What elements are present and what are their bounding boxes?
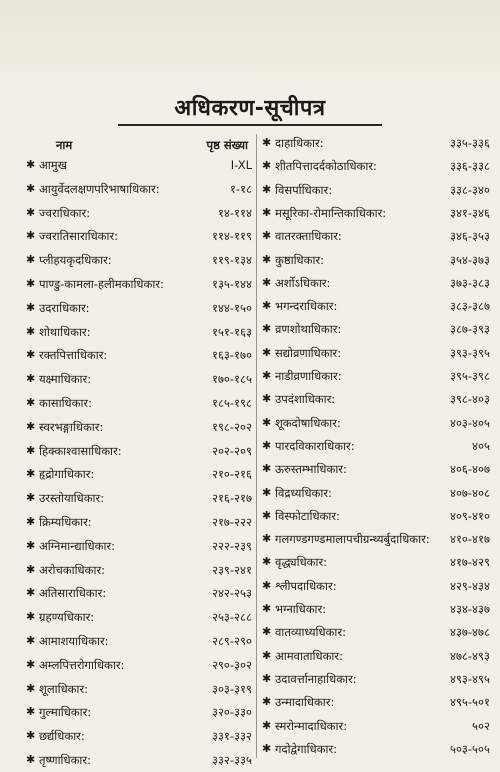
star-bullet-icon: ✱	[262, 695, 272, 709]
entry-name: भगन्दराधिकार:	[275, 299, 338, 314]
entry-pages: ३३६-३३८	[449, 159, 490, 174]
toc-entry	[26, 297, 252, 319]
toc-entry	[26, 344, 252, 366]
star-bullet-icon: ✱	[262, 578, 272, 592]
entry-pages: १८५-१९८	[211, 396, 252, 410]
toc-entry	[26, 440, 252, 462]
toc-entry	[26, 392, 252, 414]
entry-pages: ११९-१३४	[211, 253, 252, 268]
entry-name: अतिसाराधिकार:	[39, 586, 107, 601]
star-bullet-icon: ✱	[262, 415, 272, 429]
entry-pages: १३५-१४४	[211, 277, 252, 291]
entry-pages: ११४-११९	[211, 229, 252, 244]
toc-entry	[262, 365, 490, 387]
toc-entry	[262, 388, 490, 410]
star-bullet-icon: ✱	[262, 205, 272, 219]
entry-name: श्लीपदाधिकार:	[275, 578, 337, 593]
toc-entry	[26, 463, 252, 485]
entry-pages: २३९-२४१	[211, 562, 252, 577]
toc-entry	[262, 342, 490, 364]
entry-pages: ४०५	[472, 438, 490, 453]
entry-pages: ४३७-४७८	[449, 625, 490, 640]
toc-entry	[26, 582, 252, 604]
entry-name: कासाधिकार:	[39, 396, 93, 410]
entry-name: विस्फोटाधिकार:	[275, 508, 340, 523]
entry-pages: ४३४-४३७	[449, 602, 490, 616]
toc-entry	[26, 487, 252, 509]
entry-pages: ३०३-३१९	[211, 681, 252, 696]
entry-name: तृष्णाधिकार:	[39, 753, 91, 767]
toc-entry	[26, 654, 252, 676]
toc-entry	[26, 535, 252, 557]
toc-entry	[26, 178, 252, 200]
entry-pages: १९८-२०२	[211, 419, 252, 434]
entry-pages: २१०-२१६	[211, 467, 252, 482]
star-bullet-icon: ✱	[262, 485, 272, 499]
toc-entry	[262, 598, 490, 620]
entry-pages: ३३१-३३२	[211, 729, 252, 744]
toc-entry	[26, 154, 252, 176]
star-bullet-icon: ✱	[262, 322, 272, 336]
entry-name: उपदंशाधिकार:	[275, 392, 336, 407]
star-bullet-icon: ✱	[262, 275, 272, 289]
entry-pages: १६३-१७०	[211, 348, 252, 363]
toc-entry	[262, 528, 490, 550]
star-bullet-icon: ✱	[26, 586, 36, 600]
toc-entry	[26, 701, 252, 723]
star-bullet-icon: ✱	[262, 648, 272, 662]
toc-entry	[262, 691, 490, 713]
entry-pages: ३४६-३५३	[449, 229, 490, 244]
toc-entry	[262, 249, 490, 271]
entry-name: आमाशयाधिकार:	[39, 634, 109, 648]
entry-name: वातरक्ताधिकार:	[275, 229, 342, 244]
star-bullet-icon: ✱	[262, 602, 272, 615]
entry-name: स्मरोन्मादाधिकार:	[275, 718, 348, 733]
entry-name: आमुख	[39, 158, 68, 172]
entry-name: पारदविकाराधिकार:	[275, 438, 355, 453]
entry-pages: २८९-२९०	[211, 634, 252, 648]
entry-pages: ४१०-४१७	[449, 532, 490, 547]
entry-name: रक्तपित्ताधिकार:	[39, 348, 108, 363]
star-bullet-icon: ✱	[262, 345, 272, 359]
entry-name: हिक्काश्वासाधिकार:	[39, 443, 122, 458]
entry-pages: २१६-२१७	[211, 491, 252, 506]
entry-pages: ४१७-४२९	[449, 555, 490, 570]
star-bullet-icon: ✱	[262, 438, 272, 452]
toc-entry	[26, 678, 252, 700]
entry-name: मसूरिका-रोमान्तिकाधिकार:	[275, 205, 387, 220]
star-bullet-icon: ✱	[26, 538, 36, 552]
entry-pages: ४२९-४३४	[449, 578, 490, 593]
column-divider	[256, 134, 257, 758]
star-bullet-icon: ✱	[262, 252, 272, 266]
entry-pages: ३९८-४०३	[449, 392, 490, 407]
entry-pages: ५०२	[472, 718, 490, 733]
toc-entry	[26, 368, 252, 390]
entry-name: कुष्ठाधिकार:	[275, 252, 325, 267]
entry-pages: २९०-३०२	[211, 657, 252, 672]
entry-name: छर्द्यधिकार:	[39, 729, 85, 744]
toc-entry	[262, 295, 490, 317]
star-bullet-icon: ✱	[262, 741, 272, 755]
entry-pages: २०२-२०९	[211, 443, 252, 458]
star-bullet-icon: ✱	[262, 462, 272, 476]
entry-pages: ३७३-३८३	[449, 275, 490, 290]
toc-entry	[26, 630, 252, 652]
entry-name: विद्रध्यधिकार:	[275, 485, 332, 500]
toc-entry	[26, 749, 252, 771]
entry-name: ज्वराधिकार:	[39, 205, 91, 220]
toc-entry	[262, 668, 490, 690]
entry-name: दाहाधिकार:	[275, 136, 324, 150]
entry-name: गदोद्वेगाधिकार:	[275, 741, 338, 756]
entry-pages: ४०३-४०५	[449, 415, 490, 430]
entry-name: ज्वरातिसाराधिकार:	[39, 229, 119, 244]
toc-entry	[262, 225, 490, 247]
toc-entry	[262, 715, 490, 737]
entry-name: शूलाधिकार:	[39, 681, 89, 696]
entry-name: हृद्रोगाधिकार:	[39, 467, 95, 482]
title-underline	[118, 124, 382, 126]
star-bullet-icon: ✱	[26, 443, 36, 457]
star-bullet-icon: ✱	[26, 467, 36, 481]
entry-pages: ३९३-३९५	[449, 345, 490, 360]
toc-entry	[26, 511, 252, 533]
entry-name: व्रणशोथाधिकार:	[275, 322, 342, 337]
star-bullet-icon: ✱	[262, 508, 272, 522]
star-bullet-icon: ✱	[262, 136, 272, 149]
toc-entry	[26, 725, 252, 747]
entry-name: शीतपित्तादर्दकोठाधिकार:	[275, 159, 377, 174]
toc-entry	[262, 179, 490, 201]
entry-name: पाण्डु-कामला-हलीमकाधिकार:	[39, 277, 164, 291]
star-bullet-icon: ✱	[26, 181, 36, 195]
toc-entry	[262, 482, 490, 504]
entry-name: विसर्पाधिकार:	[275, 182, 333, 197]
toc-entry	[262, 435, 490, 457]
toc-entry	[262, 272, 490, 294]
toc-entry	[262, 645, 490, 667]
toc-entry	[262, 505, 490, 527]
entry-pages: ३२०-३३०	[211, 705, 252, 720]
entry-pages: ५०३-५०५	[449, 741, 490, 756]
toc-entry	[26, 321, 252, 343]
page-top-margin	[0, 0, 500, 92]
entry-name: उदराधिकार:	[39, 300, 90, 315]
entry-name: उरस्तोयाधिकार:	[39, 491, 105, 506]
entry-pages: २१७-२२२	[211, 515, 252, 529]
entry-name: शोथाधिकार:	[39, 324, 91, 339]
toc-entry	[262, 318, 490, 340]
toc-entry	[26, 202, 252, 224]
toc-entry	[26, 225, 252, 247]
star-bullet-icon: ✱	[26, 277, 36, 290]
entry-pages: ३८७-३९३	[449, 322, 490, 337]
star-bullet-icon: ✱	[26, 515, 36, 528]
entry-name: अर्शोऽधिकार:	[275, 275, 331, 290]
entry-name: अम्लपित्तरोगाधिकार:	[39, 657, 125, 672]
toc-entry	[26, 606, 252, 628]
star-bullet-icon: ✱	[262, 182, 272, 196]
star-bullet-icon: ✱	[26, 729, 36, 743]
toc-entry	[262, 738, 490, 760]
toc-entry	[26, 249, 252, 271]
entry-name: उदावर्त्तानाहाधिकार:	[275, 671, 357, 686]
star-bullet-icon: ✱	[26, 372, 36, 386]
star-bullet-icon: ✱	[262, 625, 272, 639]
entry-name: क्रिम्यधिकार:	[39, 515, 92, 529]
star-bullet-icon: ✱	[26, 610, 36, 624]
entry-name: आयुर्वेदलक्षणपरिभाषाधिकार:	[39, 181, 160, 196]
entry-name: नाडीव्रणाधिकार:	[275, 369, 342, 383]
toc-entry	[262, 575, 490, 597]
entry-name: वातव्याध्यधिकार:	[275, 625, 346, 640]
star-bullet-icon: ✱	[26, 491, 36, 505]
entry-name: गुल्माधिकार:	[39, 705, 92, 720]
entry-name: शूकदोषाधिकार:	[275, 415, 341, 430]
star-bullet-icon: ✱	[26, 229, 36, 243]
page-column-label: पृष्ठ संख्या	[206, 138, 248, 152]
entry-name: वृद्ध्यधिकार:	[275, 555, 328, 570]
entry-pages: ४०७-४०८	[449, 485, 490, 500]
toc-entry	[262, 621, 490, 643]
entry-pages: ४९३-४९५	[449, 671, 490, 686]
star-bullet-icon: ✱	[26, 562, 36, 576]
entry-pages: १-१८	[229, 181, 252, 196]
page-title: अधिकरण-सूचीपत्र	[174, 96, 326, 121]
name-column-label: नाम	[56, 138, 73, 152]
entry-pages: २२२-२३९	[211, 538, 252, 553]
star-bullet-icon: ✱	[26, 300, 36, 314]
star-bullet-icon: ✱	[26, 253, 36, 267]
star-bullet-icon: ✱	[26, 205, 36, 219]
entry-pages: ४०९-४१०	[449, 508, 490, 523]
entry-name: उन्मादाधिकार:	[275, 695, 335, 710]
toc-entry	[26, 416, 252, 438]
star-bullet-icon: ✱	[262, 159, 272, 173]
star-bullet-icon: ✱	[26, 348, 36, 362]
entry-name: अरोचकाधिकार:	[39, 562, 106, 577]
entry-pages: ३३५-३३६	[449, 136, 490, 150]
star-bullet-icon: ✱	[26, 634, 36, 647]
star-bullet-icon: ✱	[262, 532, 272, 546]
entry-pages: १५१-१६३	[211, 324, 252, 339]
star-bullet-icon: ✱	[262, 671, 272, 685]
toc-entry	[262, 412, 490, 434]
entry-pages: ४९५-५०१	[449, 695, 490, 710]
entry-name: ग्रहण्यधिकार:	[39, 610, 95, 625]
toc-entry	[262, 551, 490, 573]
entry-pages: ३८३-३८७	[449, 299, 490, 314]
star-bullet-icon: ✱	[26, 657, 36, 671]
entry-pages: २५३-२८८	[211, 610, 252, 625]
star-bullet-icon: ✱	[26, 419, 36, 433]
entry-name: गलगण्डगण्डमालापचीग्रन्थ्यर्बुदाधिकार:	[275, 532, 430, 547]
toc-entry	[26, 273, 252, 295]
entry-name: प्लीहयकृदधिकार:	[39, 253, 112, 268]
star-bullet-icon: ✱	[262, 229, 272, 243]
column-header-left	[26, 134, 252, 156]
entry-pages: ४०६-४०७	[449, 462, 490, 477]
entry-name: सद्योव्रणाधिकार:	[275, 345, 342, 360]
entry-pages: ३५४-३७३	[449, 252, 490, 267]
star-bullet-icon: ✱	[26, 396, 36, 409]
entry-name: ऊरुस्तम्भाधिकार:	[275, 462, 347, 477]
star-bullet-icon: ✱	[26, 158, 36, 171]
toc-entry	[262, 132, 490, 154]
toc-entry	[262, 202, 490, 224]
entry-name: स्वरभङ्गाधिकार:	[39, 419, 104, 434]
star-bullet-icon: ✱	[26, 681, 36, 695]
entry-name: भग्नाधिकार:	[275, 602, 327, 616]
toc-entry	[262, 458, 490, 480]
star-bullet-icon: ✱	[262, 392, 272, 406]
entry-pages: I-XL	[230, 158, 252, 172]
entry-pages: २४२-२५३	[211, 586, 252, 601]
star-bullet-icon: ✱	[26, 753, 36, 766]
entry-pages: ३९५-३९८	[449, 369, 490, 383]
entry-name: अग्निमान्द्याधिकार:	[39, 538, 116, 553]
entry-pages: १४४-१५०	[211, 300, 252, 315]
entry-pages: ३४१-३४६	[449, 205, 490, 220]
entry-pages: १७०-१८५	[211, 372, 252, 387]
toc-entry	[262, 155, 490, 177]
star-bullet-icon: ✱	[262, 555, 272, 569]
entry-pages: ४७८-४९३	[449, 648, 490, 663]
star-bullet-icon: ✱	[262, 718, 272, 732]
star-bullet-icon: ✱	[262, 299, 272, 313]
entry-pages: ३३२-३३५	[211, 753, 252, 767]
toc-entry	[26, 559, 252, 581]
entry-name: यक्ष्माधिकार:	[39, 372, 92, 387]
star-bullet-icon: ✱	[262, 369, 272, 382]
entry-pages: ३३८-३४०	[449, 182, 490, 197]
entry-pages: १४-११४	[217, 205, 252, 220]
star-bullet-icon: ✱	[26, 705, 36, 719]
star-bullet-icon: ✱	[26, 324, 36, 338]
entry-name: आमवाताधिकार:	[275, 648, 343, 663]
